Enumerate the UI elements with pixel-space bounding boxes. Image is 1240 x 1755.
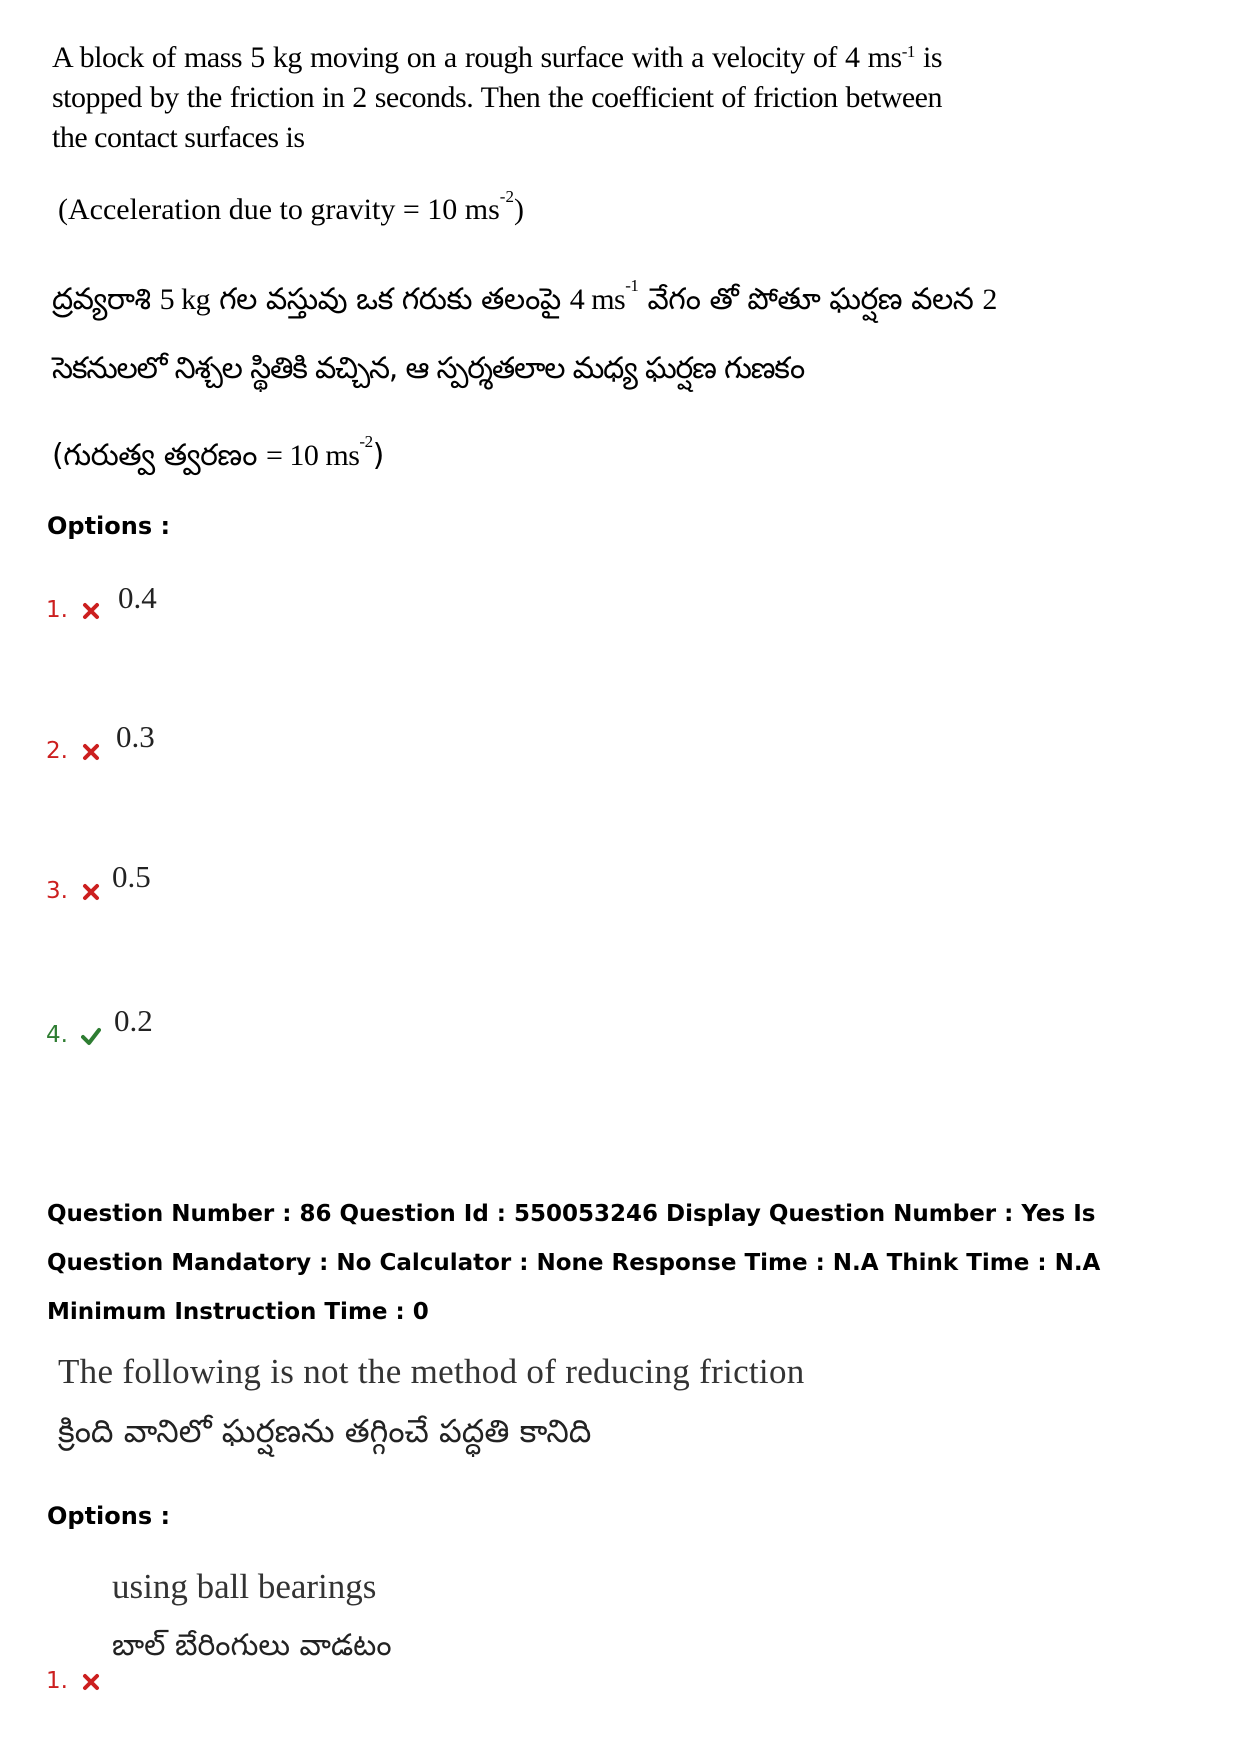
- question-1-telugu-line-1: ద్రవ్యరాశి 5 kg గల వస్తువు ఒక గరుకు తలంపై 4 $ms^{-1}$ వేగం తో పోతూ ఘర్షణ వలన 2: [52, 276, 997, 317]
- option-2-marker: 2.: [46, 738, 101, 764]
- cross-icon: [81, 882, 101, 902]
- option-4-marker: 4.: [46, 1022, 101, 1048]
- question-1-telugu-gravity: (గురుత్వ త్వరణం = 10 $ms^{-2}$): [52, 432, 384, 473]
- option-3-marker: 3.: [46, 878, 101, 904]
- q2-option-1-telugu[interactable]: బాల్ బేరింగులు వాడటం: [112, 1628, 392, 1663]
- option-3-value[interactable]: 0.5: [112, 859, 151, 894]
- q2-option-1-english[interactable]: using ball bearings: [112, 1567, 377, 1606]
- question-1-gravity-note: (Acceleration due to gravity = 10 $ms^{-2}$): [58, 187, 524, 226]
- q2-option-1-marker: 1.: [46, 1668, 101, 1694]
- cross-icon: [81, 1672, 101, 1692]
- options-label: Options :: [47, 512, 171, 540]
- question-2-meta: Question Number : 86 Question Id : 550053246 Display Question Number : Yes Is Question Mandatory : No Calculator : None Response Time : N.A Think Time : N.A Minimum Instruction Time : 0: [47, 1201, 1101, 1325]
- options-label-2: Options :: [47, 1502, 171, 1530]
- question-2-telugu: క్రింది వానిలో ఘర్షణను తగ్గించే పద్ధతి కానిది: [58, 1412, 592, 1450]
- question-2-text: The following is not the method of reducing friction: [58, 1352, 805, 1391]
- question-1-telugu-line-2: సెకనులలో నిశ్చల స్థితికి వచ్చిన, ఆ స్పర్శతలాల మధ్య ఘర్షణ గుణకం: [52, 351, 804, 386]
- question-1-text: A block of mass 5 kg moving on a rough surface with a velocity of 4 $ms^{-1}$ is stopped by the friction in 2 seconds. Then the coefficient of friction between the contact surfaces is: [52, 41, 943, 154]
- option-2-value[interactable]: 0.3: [116, 719, 155, 754]
- option-1-value[interactable]: 0.4: [118, 580, 157, 615]
- option-4-value[interactable]: 0.2: [114, 1003, 153, 1038]
- cross-icon: [81, 742, 101, 762]
- option-1-marker: 1.: [46, 597, 101, 623]
- cross-icon: [81, 601, 101, 621]
- check-icon: [81, 1026, 101, 1046]
